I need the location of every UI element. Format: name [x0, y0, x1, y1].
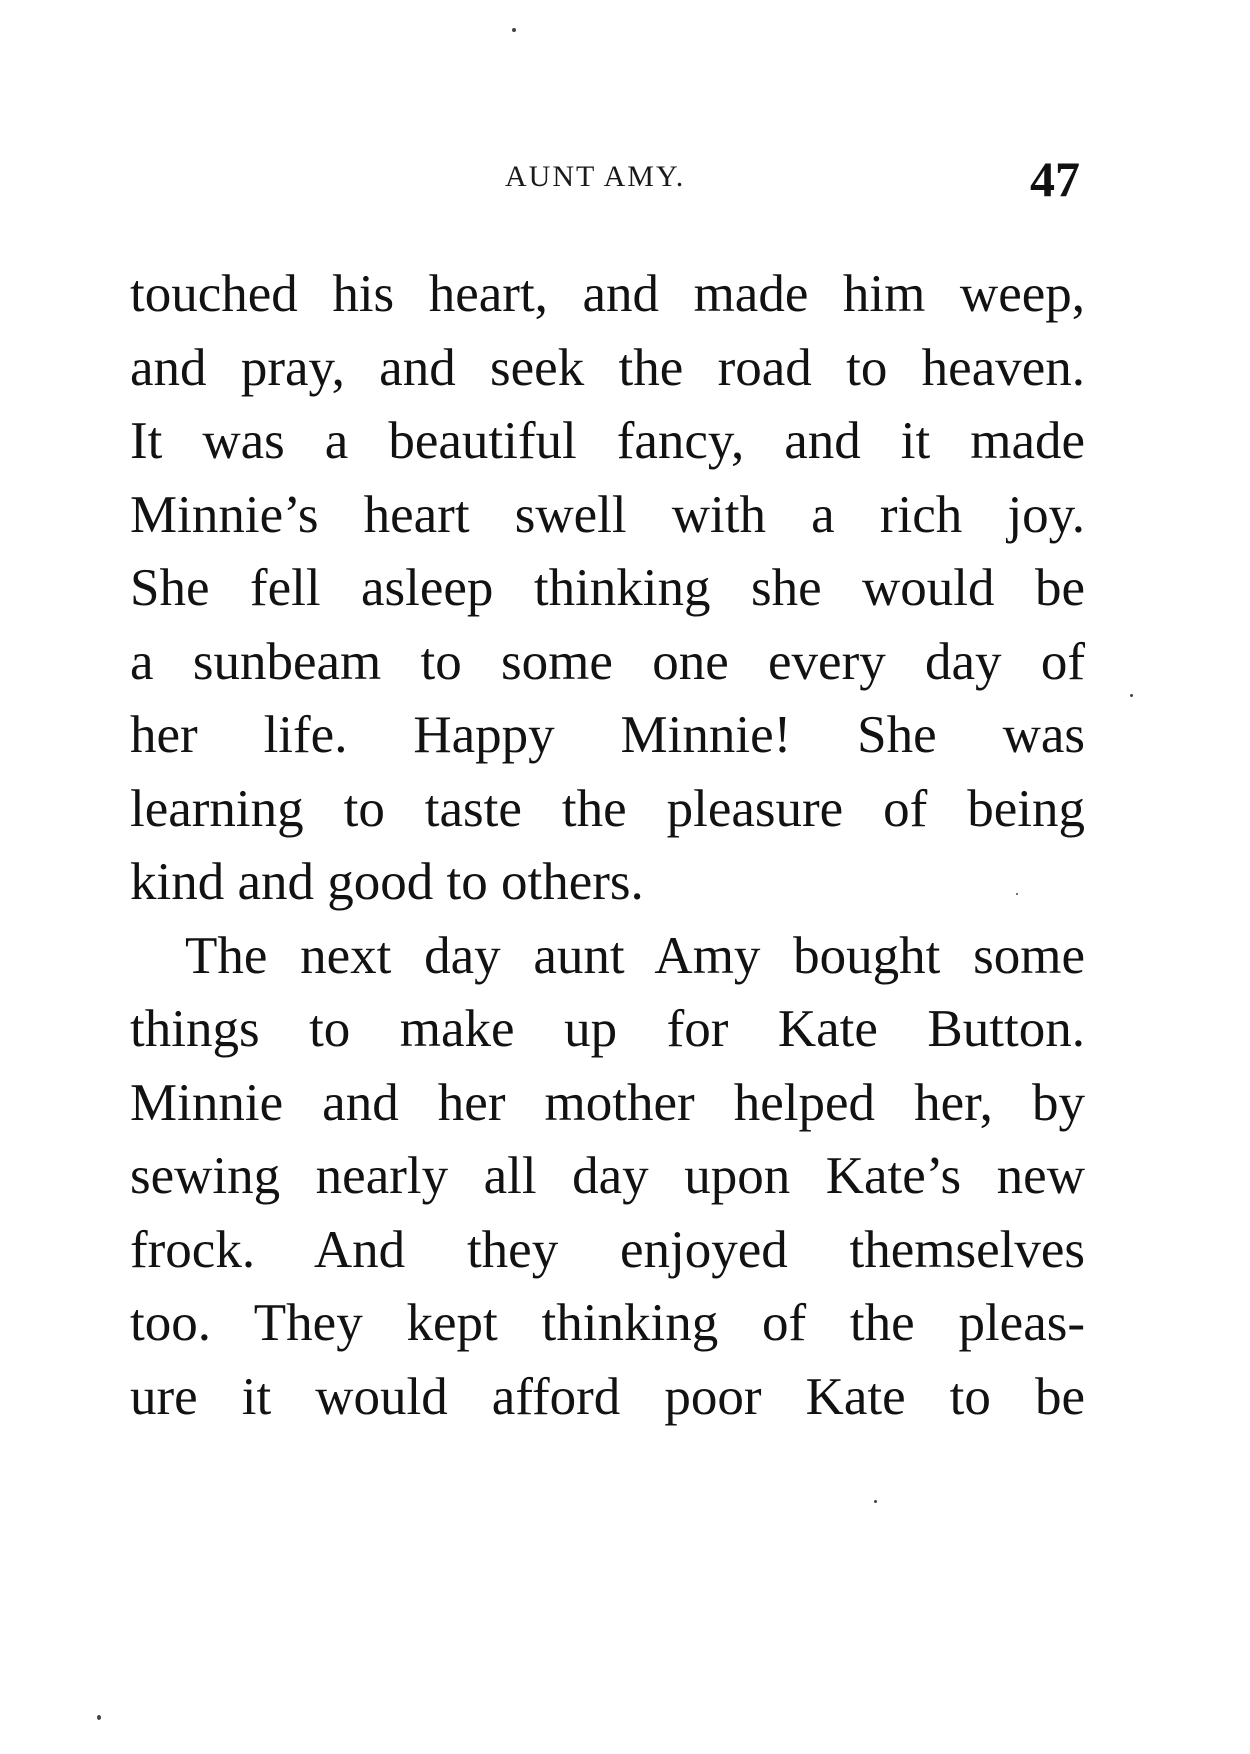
paragraph-2: [130, 920, 1085, 1435]
text-line: The next day aunt Amy bought some: [185, 926, 1085, 985]
text-line: learning to taste the pleasure of being: [130, 779, 1085, 838]
text-line: and pray, and seek the road to heaven.: [130, 338, 1085, 397]
text-line: frock. And they enjoyed themselves: [130, 1220, 1085, 1279]
paragraph-1: [130, 258, 1085, 920]
text-line: her life. Happy Minnie! She was: [130, 706, 1085, 764]
text-line: a sunbeam to some one every day of: [130, 632, 1085, 691]
scan-speck: [1130, 694, 1133, 697]
running-head-title: AUNT AMY.: [505, 160, 686, 193]
scan-speck: [97, 1715, 101, 1720]
scan-speck: [512, 28, 516, 32]
text-line: too. They kept thinking of the pleas-: [130, 1294, 1085, 1352]
text-line: Minnie and her mother helped her, by: [130, 1073, 1085, 1132]
page-number: 47: [1030, 151, 1080, 207]
text-line: touched his heart, and made him weep,: [130, 265, 1085, 323]
text-line: It was a beautiful fancy, and it made: [130, 412, 1085, 470]
text-line: kind and good to others.: [130, 853, 644, 911]
text-line: She fell asleep thinking she would be: [130, 559, 1085, 617]
scan-speck: [874, 1500, 877, 1503]
text-line: ure it would afford poor Kate to be: [130, 1367, 1085, 1426]
scan-speck: [1016, 893, 1018, 895]
body-text: [130, 258, 1085, 1434]
text-line: sewing nearly all day upon Kate’s new: [130, 1147, 1085, 1205]
text-line: Minnie’s heart swell with a rich joy.: [130, 485, 1085, 544]
text-line: things to make up for Kate Button.: [130, 1000, 1085, 1058]
